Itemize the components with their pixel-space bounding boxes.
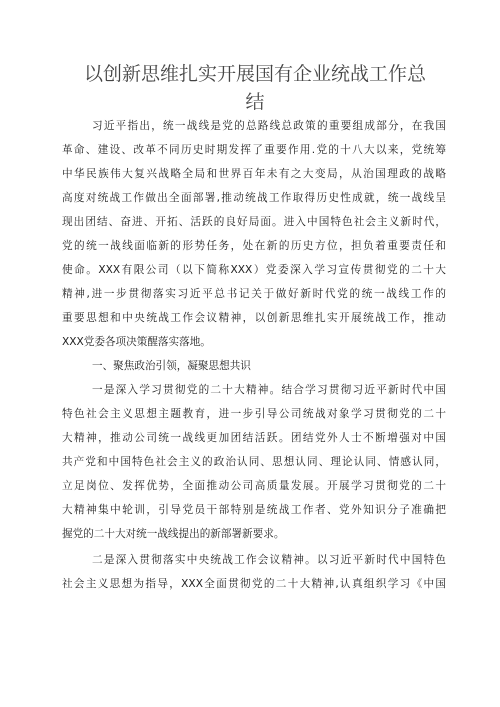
paragraph-line: 立足岗位、发挥优势，全面推动公司高质量发展。开展学习贯彻党的二十 — [62, 480, 446, 492]
paragraph-line: 习近平指出，统一战线是党的总路线总政策的重要组成部分，在我国 — [92, 120, 446, 132]
document-title-continued: 结 — [245, 91, 265, 113]
paragraph-line: 一是深入学习贯彻党的二十大精神。结合学习贯彻习近平新时代中国 — [92, 384, 446, 396]
paragraph-line: 中华民族伟大复兴战略全局和世界百年未有之大变局，从治国理政的战略 — [62, 168, 446, 180]
paragraph-line: 重要思想和中央统战工作会议精神，以创新思维扎实开展统战工作，推动 — [62, 312, 446, 324]
paragraph-line: 大精神，推动公司统一战线更加团结活跃。团结党外人士不断增强对中国 — [62, 432, 446, 444]
paragraph-line: 党的统一战线面临新的形势任务，处在新的历史方位，担负着重要责任和 — [62, 240, 446, 252]
section-heading: 一、聚焦政治引领，凝聚思想共识 — [92, 360, 251, 372]
paragraph-line: 使命。XXX有限公司（以下简称XXX）党委深入学习宣传贯彻党的二十大 — [62, 264, 446, 276]
document-title: 以创新思维扎实开展国有企业统战工作总 — [83, 63, 426, 85]
paragraph-line: 共产党和中国特色社会主义的政治认同、思想认同、理论认同、情感认同， — [62, 456, 446, 468]
paragraph-line: 特色社会主义思想主题教育，进一步引导公司统战对象学习贯彻党的二十 — [62, 408, 446, 420]
paragraph-line: 大精神集中轮训，引导党员干部特别是统战工作者、党外知识分子准确把 — [62, 504, 446, 516]
paragraph-line: 高度对统战工作做出全面部署,推动统战工作取得历史性成就，统一战线呈 — [62, 192, 446, 204]
paragraph-line: 社会主义思想为指导，XXX全面贯彻党的二十大精神,认真组织学习《中国 — [62, 578, 446, 590]
paragraph-line: 二是深入贯彻落实中央统战工作会议精神。以习近平新时代中国特色 — [92, 554, 446, 566]
paragraph-line: 握党的二十大对统一战线提出的新部署新要求。 — [62, 528, 285, 540]
paragraph-line: 现出团结、奋进、开拓、活跃的良好局面。进入中国特色社会主义新时代， — [62, 216, 446, 228]
paragraph-line: 精神,进一步贯彻落实习近平总书记关于做好新时代党的统一战线工作的 — [62, 288, 446, 300]
paragraph-line: XXX党委各项决策醒落实落地。 — [62, 336, 211, 348]
paragraph-line: 革命、建设、改革不同历史时期发挥了重要作用.党的十八大以来，党统筹 — [62, 144, 446, 156]
